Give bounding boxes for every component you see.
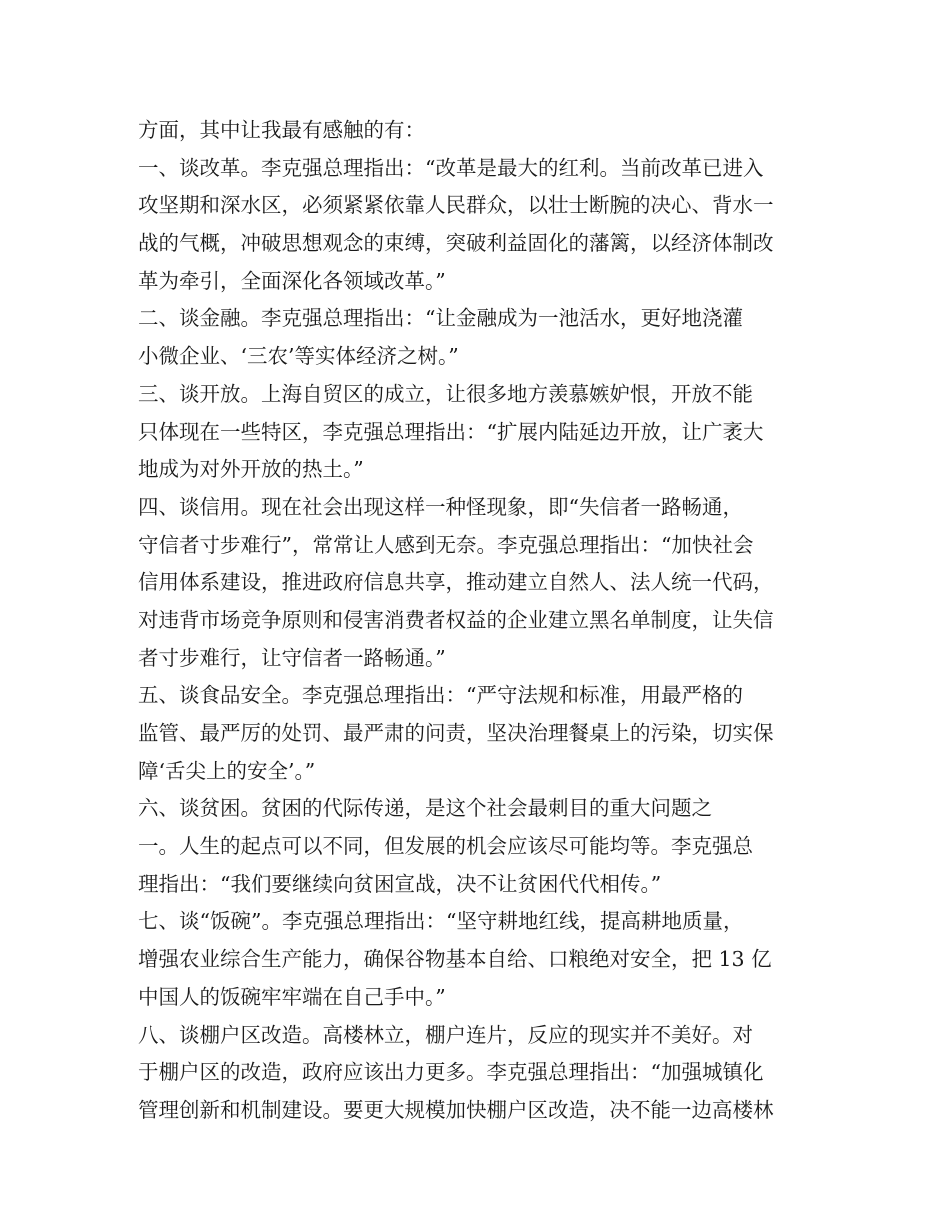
text-line: 地成为对外开放的热土。” [138,457,364,482]
text-line: 监管、最严厉的处罚、最严肃的问责，坚决治理餐桌上的污染，切实保 [138,721,774,745]
text-line: 方面，其中让我最有感触的有： [138,118,425,142]
text-line: 守信者寸步难行”，常常让人感到无奈。李克强总理指出：“加快社会 [138,532,754,557]
text-line: 战的气概，冲破思想观念的束缚，突破利益固化的藩篱，以经济体制改 [138,231,774,256]
text-line: 信用体系建设，推进政府信息共享，推动建立自然人、法人统一代码， [138,570,774,595]
text-line: 八、谈棚户区改造。高楼林立，棚户连片，反应的现实并不美好。对 [138,1022,753,1047]
text-line: 管理创新和机制建设。要更大规模加快棚户区改造，决不能一边高楼林 [138,1097,774,1122]
text-line: 革为牵引，全面深化各领域改革。” [138,268,446,293]
text-line: 障‘舌尖上的安全’。” [138,758,316,783]
text-line: 理指出：“我们要继续向贫困宣战，决不让贫困代代相传。” [138,871,662,896]
text-line: 四、谈信用。现在社会出现这样一种怪现象，即“失信者一路畅通， [138,494,743,519]
text-line: 者寸步难行，让守信者一路畅通。” [138,645,446,670]
text-line: 对违背市场竞争原则和侵害消费者权益的企业建立黑名单制度，让失信 [138,607,774,632]
text-line: 小微企业、‘三农’等实体经济之树。” [138,344,459,369]
text-line: 一。人生的起点可以不同，但发展的机会应该尽可能均等。李克强总 [138,834,753,859]
text-line: 一、谈改革。李克强总理指出：“改革是最大的红利。当前改革已进入 [138,155,764,180]
text-line: 只体现在一些特区，李克强总理指出：“扩展内陆延边开放，让广袤大 [138,419,764,444]
text-line: 中国人的饭碗牢牢端在自己手中。” [138,984,446,1009]
text-line: 攻坚期和深水区，必须紧紧依靠人民群众，以壮士断腕的决心、背水一 [138,193,774,218]
text-line: 七、谈“饭碗”。李克强总理指出：“坚守耕地红线，提高耕地质量， [138,909,744,934]
text-line: 三、谈开放。上海自贸区的成立，让很多地方羡慕嫉妒恨，开放不能 [138,381,753,406]
text-line: 五、谈食品安全。李克强总理指出：“严守法规和标准，用最严格的 [138,683,743,708]
text-line: 增强农业综合生产能力，确保谷物基本自给、口粮绝对安全，把 13 亿 [138,947,772,972]
document-body [138,112,818,1130]
text-line: 六、谈贫困。贫困的代际传递，是这个社会最刺目的重大问题之 [138,796,712,821]
text-line: 二、谈金融。李克强总理指出：“让金融成为一池活水，更好地浇灌 [138,306,743,331]
text-line: 于棚户区的改造，政府应该出力更多。李克强总理指出：“加强城镇化 [138,1060,764,1085]
